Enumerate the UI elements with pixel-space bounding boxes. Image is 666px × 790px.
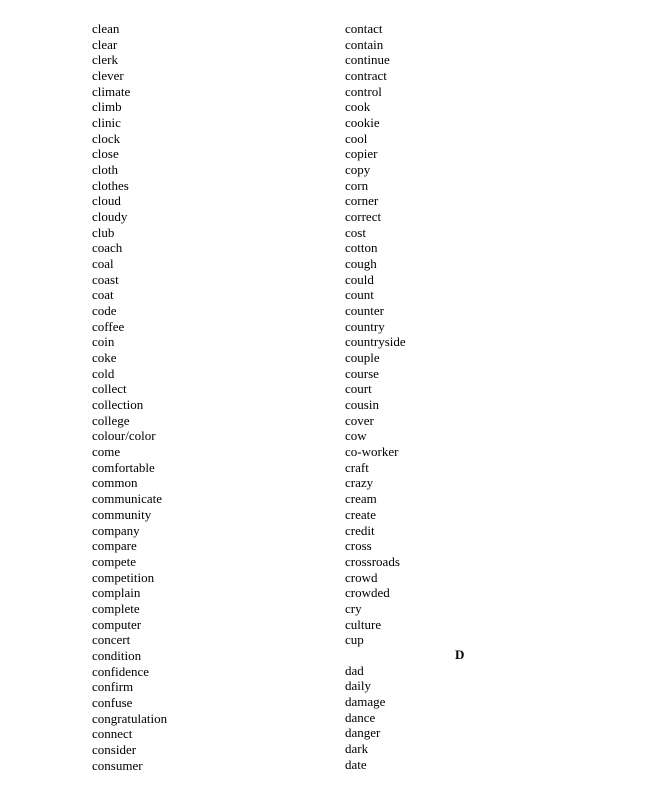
- word-entry: dark: [345, 741, 369, 757]
- word-entry: create: [345, 506, 377, 522]
- word-entry: couple: [345, 350, 380, 366]
- word-entry: clean: [92, 21, 120, 36]
- word-entry: community: [92, 506, 152, 522]
- word-entry: cough: [345, 256, 377, 272]
- word-entry: come: [92, 444, 121, 460]
- word-entry: coal: [92, 256, 114, 272]
- word-entry: cream: [345, 491, 377, 507]
- word-entry: copy: [345, 162, 371, 178]
- word-entry: cook: [345, 99, 371, 115]
- word-entry: coach: [92, 240, 123, 256]
- word-entry: contract: [345, 68, 387, 84]
- word-entry: control: [345, 83, 382, 99]
- word-entry: college: [92, 412, 130, 428]
- word-entry: corner: [345, 193, 379, 209]
- word-entry: climate: [92, 83, 131, 99]
- word-entry: consider: [92, 741, 137, 757]
- word-entry: consumer: [92, 757, 143, 773]
- word-entry: confuse: [92, 694, 133, 710]
- word-entry: coast: [92, 271, 119, 287]
- word-entry: cousin: [345, 397, 379, 413]
- word-entry: crowded: [345, 585, 390, 601]
- word-entry: contact: [345, 21, 383, 36]
- word-entry: cookie: [345, 115, 380, 131]
- word-entry: crazy: [345, 475, 374, 491]
- word-list-right: [345, 21, 406, 648]
- word-entry: cold: [92, 365, 115, 381]
- word-entry: court: [345, 381, 372, 397]
- word-entry: coin: [92, 334, 115, 350]
- word-entry: close: [92, 146, 119, 162]
- word-entry: connect: [92, 726, 133, 742]
- word-entry: craft: [345, 459, 369, 475]
- word-entry: daily: [345, 678, 371, 694]
- word-entry: concert: [92, 632, 131, 648]
- word-entry: continue: [345, 52, 390, 68]
- word-entry: country: [345, 318, 385, 334]
- word-entry: clock: [92, 130, 121, 146]
- word-entry: common: [92, 475, 138, 491]
- word-entry: competition: [92, 569, 155, 585]
- word-entry: credit: [345, 522, 375, 538]
- word-list-d: [345, 663, 385, 773]
- word-entry: cry: [345, 600, 362, 616]
- word-entry: copier: [345, 146, 378, 162]
- word-entry: comfortable: [92, 459, 155, 475]
- word-entry: computer: [92, 616, 142, 632]
- word-entry: climb: [92, 99, 122, 115]
- word-entry: clerk: [92, 52, 118, 68]
- word-entry: confidence: [92, 663, 150, 679]
- word-entry: cost: [345, 224, 366, 240]
- word-entry: cloth: [92, 162, 118, 178]
- word-entry: code: [92, 303, 117, 319]
- word-entry: crossroads: [345, 553, 400, 569]
- word-entry: cool: [345, 130, 368, 146]
- word-entry: could: [345, 271, 374, 287]
- word-entry: contain: [345, 36, 384, 52]
- word-entry: club: [92, 224, 115, 240]
- word-entry: condition: [92, 647, 142, 663]
- word-entry: company: [92, 522, 140, 538]
- word-entry: colour/color: [92, 428, 156, 444]
- word-entry: compete: [92, 553, 137, 569]
- word-entry: dance: [345, 709, 376, 725]
- word-entry: complain: [92, 585, 141, 601]
- word-entry: coat: [92, 287, 114, 303]
- word-entry: cow: [345, 428, 367, 444]
- word-entry: co-worker: [345, 444, 399, 460]
- word-entry: collect: [92, 381, 127, 397]
- word-entry: date: [345, 756, 367, 772]
- word-entry: cloudy: [92, 209, 128, 225]
- word-entry: course: [345, 365, 379, 381]
- word-entry: clever: [92, 68, 124, 84]
- word-entry: clinic: [92, 115, 121, 131]
- word-entry: damage: [345, 694, 386, 710]
- word-entry: culture: [345, 616, 382, 632]
- word-entry: countryside: [345, 334, 406, 350]
- word-entry: count: [345, 287, 374, 303]
- word-entry: cross: [345, 538, 372, 554]
- word-entry: coffee: [92, 318, 125, 334]
- word-entry: coke: [92, 350, 117, 366]
- word-entry: cup: [345, 632, 364, 648]
- section-heading-d: D: [455, 647, 465, 662]
- word-entry: dad: [345, 662, 364, 678]
- word-entry: communicate: [92, 491, 163, 507]
- word-entry: cloud: [92, 193, 121, 209]
- word-entry: danger: [345, 725, 381, 741]
- word-entry: clear: [92, 36, 118, 52]
- word-entry: cover: [345, 412, 374, 428]
- word-entry: correct: [345, 209, 382, 225]
- word-list-left: [92, 21, 167, 773]
- word-entry: clothes: [92, 177, 129, 193]
- word-entry: complete: [92, 600, 140, 616]
- word-entry: crowd: [345, 569, 378, 585]
- word-entry: compare: [92, 538, 137, 554]
- word-entry: counter: [345, 303, 384, 319]
- word-entry: cotton: [345, 240, 378, 256]
- word-entry: collection: [92, 397, 144, 413]
- word-entry: corn: [345, 177, 369, 193]
- word-entry: confirm: [92, 679, 134, 695]
- word-entry: congratulation: [92, 710, 168, 726]
